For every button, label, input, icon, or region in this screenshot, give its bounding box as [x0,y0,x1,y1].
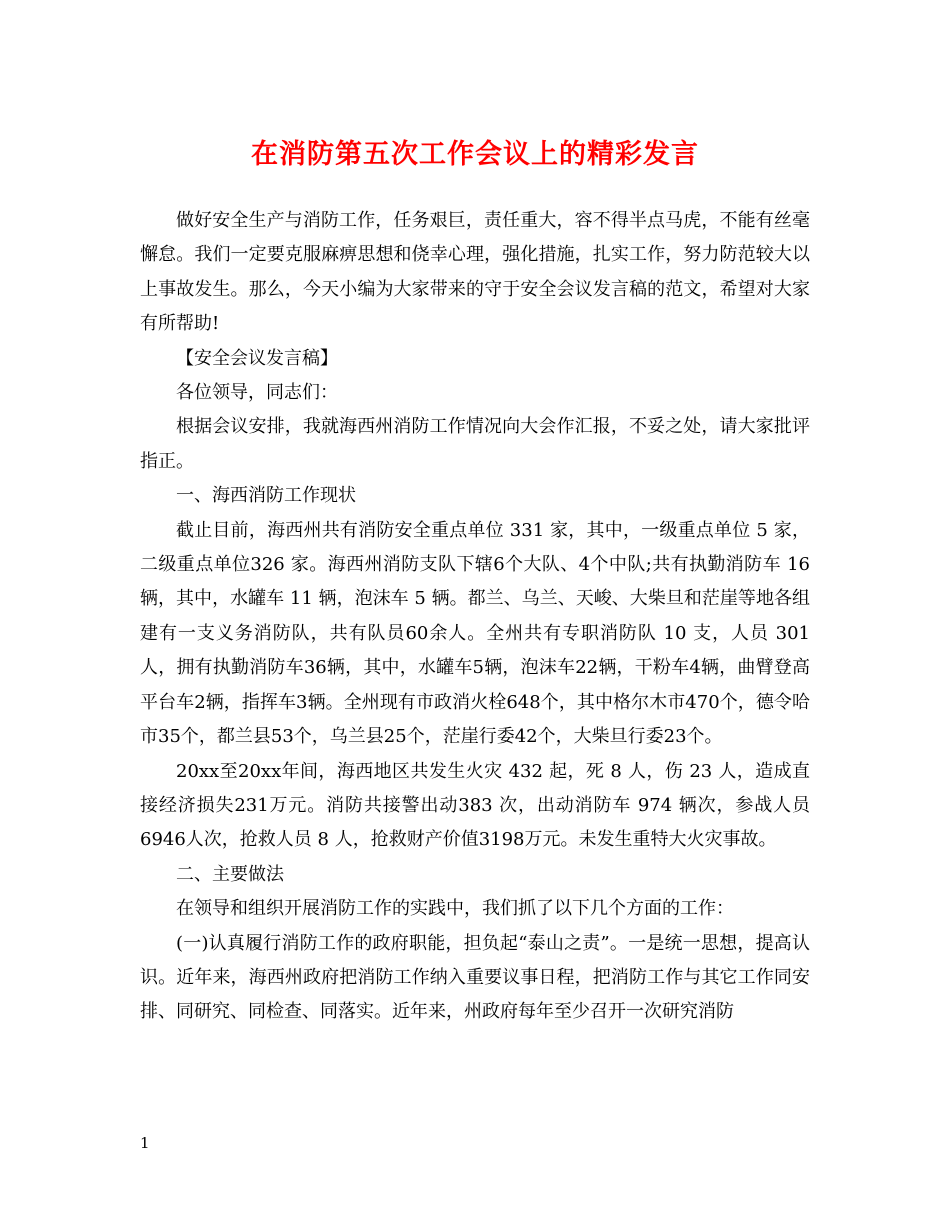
paragraph-practice-one: (一)认真履行消防工作的政府职能，担负起“泰山之责”。一是统一思想，提高认识。近年来，海西州政府把消防工作纳入重要议事日程，把消防工作与其它工作同安排、同研究、同检查、同落实。近年来，州政府每年至少召开一次研究消防 [140,932,810,1023]
paragraph-status-details: 截止目前，海西州共有消防安全重点单位 331 家，其中，一级重点单位 5 家，二级重点单位326 家。海西州消防支队下辖6个大队、4个中队;共有执勤消防车 16 辆，其中，水罐车 11 辆，泡沫车 5 辆。都兰、乌兰、天峻、大柴旦和茫崖等地各组建有一支义务消防队，共有队员60余人。全州共有专职消防队 10 支，人员 301 人，拥有执勤消防车36辆，其中，水罐车5辆，泡沫车22辆，干粉车4辆，曲臂登高平台车2辆，指挥车3辆。全州现有市政消火栓648个，其中格尔木市470个，德令哈市35个，都兰县53个，乌兰县25个，茫崖行委42个，大柴旦行委23个。 [140,519,810,748]
document-body [140,204,810,1030]
paragraph-fire-statistics: 20xx至20xx年间，海西地区共发生火灾 432 起，死 8 人，伤 23 人，造成直接经济损失231万元。消防共接警出动383 次，出动消防车 974 辆次，参战人员 6946人次，抢救人员 8 人，抢救财产价值3198万元。未发生重特大火灾事故。 [140,760,810,851]
paragraph-heading-speech: 【安全会议发言稿】 [176,347,338,369]
page-number: 1 [140,1134,150,1152]
paragraph-opening: 根据会议安排，我就海西州消防工作情况向大会作汇报，不妥之处，请大家批评指正。 [140,416,810,472]
paragraph-intro: 做好安全生产与消防工作，任务艰巨，责任重大，容不得半点马虎，不能有丝毫懈怠。我们一定要克服麻痹思想和侥幸心理，强化措施，扎实工作，努力防范较大以上事故发生。那么，今天小编为大家带来的守于安全会议发言稿的范文，希望对大家有所帮助! [140,210,810,335]
document-title: 在消防第五次工作会议上的精彩发言 [251,139,699,170]
paragraph-practices-intro: 在领导和组织开展消防工作的实践中，我们抓了以下几个方面的工作： [176,898,734,920]
paragraph-salutation: 各位领导，同志们： [176,382,338,404]
section-heading-practices: 二、主要做法 [176,863,284,885]
section-heading-status: 一、海西消防工作现状 [176,485,356,507]
